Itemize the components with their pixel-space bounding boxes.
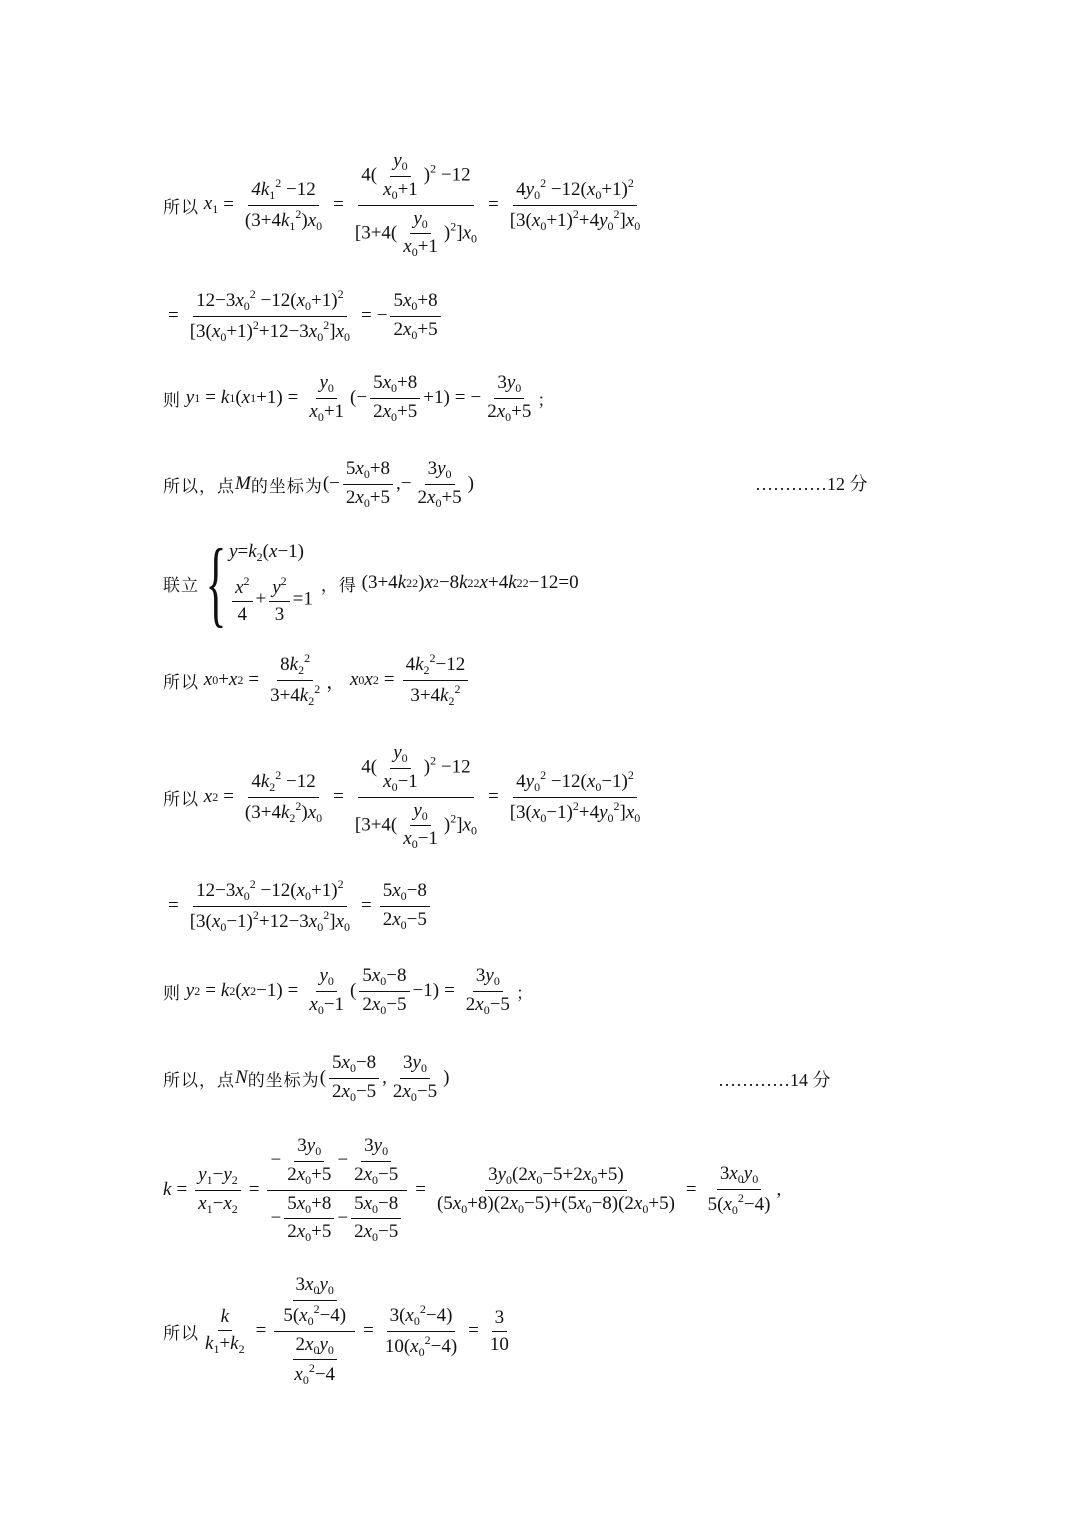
frac-x1-b: 4( $\frac{y_0}{x_0+1}$ )$^2$ −12 [3+4( $\frac{y_0}{x_0+1}$ )$^2]x_0$ xyxy=(354,150,477,260)
frac-x1-c: $\frac{4y_0^2 -12(x_0+1)^2}{[3(x_0+1)^2+4y_0^2]x_0}$ xyxy=(509,175,641,233)
eq-x2: 所以 x 2 = $\frac{4k_2^2 -12}{(3+4k_2^2)x_0}$ = 4( $\frac{y_0}{x_0-1}$ )$^2$ −12 [3+4( $\frac{y_0}{x_0-1}$ )$^2]x_0$ = $\frac{4y_0^2 -12(x_0-1)^2}{[3(x_0-1)^2+4y_0^2]x_0}$ xyxy=(163,742,641,852)
eq-x1: 所以 $x_1$ = $\frac{4k_1^2 -12}{(3+4k_1^2)x_0}$ = 4( $\frac{y_0}{x_0+1}$ )$^2$ −12 [3+4( $\frac{y_0}{x_0+1}$ )$^2]x_0$ = $\frac{4y_0^2 -12(x_0+1)^2}{[3(x_0+1)^2+4y_0^2]x_0}$ xyxy=(163,150,646,260)
score-14: …………14 分 xyxy=(718,1070,831,1090)
eq-x1-simplified: = $\frac{12-3x_0^2 -12(x_0+1)^2}{[3(x_0+1)^2+12-3x_0^2]x_0}$ = − $\frac{5x_0+8}{2x_0+5}$ xyxy=(163,288,444,345)
eq-x2-simplified: = $\frac{12-3x_0^2 -12(x_0+1)^2}{[3(x_0-1)^2+12-3x_0^2]x_0}$ = $\frac{5x_0-8}{2x_0-5}$ xyxy=(163,878,433,935)
eq-y1: 则 y 1 = k 1 ( x 1 +1) = $\frac{y_0}{x_0+1}$ (− $\frac{5x_0+8}{2x_0+5}$ +1) = − $\frac{3y_0}{2x_0+5}$ ； xyxy=(163,372,556,424)
eq-point-M: 所以，点 M 的坐标为 (− $\frac{5x_0+8}{2x_0+5}$ ,− $\frac{3y_0}{2x_0+5}$ ) xyxy=(163,458,474,510)
eq-vieta: 所以 x 0 + x 2 = $\frac{8k_2^2}{3+4k_2^2}$ ， x 0 x 2 = $\frac{4k_2^2-12}{3+4k_2^2}$ xyxy=(163,652,471,709)
final-result: $\frac{3}{10}$ xyxy=(489,1306,509,1355)
eq-y2: 则 y 2 = k 2 ( x 2 −1) = $\frac{y_0}{x_0-1}$ ( $\frac{5x_0-8}{2x_0-5}$ −1) = $\frac{3y_0}{2x_0-5}$ ； xyxy=(163,965,534,1017)
eq-ratio: 所以 $\frac{k}{k_1+k_2}$ = $\frac{\frac{3x_0y_0}{5(x_0^2-4)}}{\frac{2x_0y_0}{x_0^2-4}}$ = $\frac{3(x_0^2-4)}{10(x_0^2-4)}$ = $\frac{3}{10}$ xyxy=(163,1274,515,1388)
score-12: …………12 分 xyxy=(755,474,868,494)
eq-system: 联立 { $y=k_2(x-1)$ $\frac{x^2}{4}$ + $\frac{y^2}{3}$ =1 ，得 (3+4 k 2 2 ) x 2 −8 k 2 2 x +4 k 2 2 −12=0 xyxy=(163,529,579,636)
eq-slope-k: k = $\frac{y_1-y_2}{x_1-x_2}$ = − $\frac{3y_0}{2x_0+5}$ − $\frac{3y_0}{2x_0-5}$ − $\frac{5x_0+8}{2x_0+5}$ − $\frac{5x_0-8}{2x_0-5}$ = $\frac{3y_0(2x_0-5+2x_0+5)}{(5x_0+8)(2x_0-5)+(5x_0-8)(2x_0+5)}$ = $\frac{3x_0y_0}{5(x_0^2-4)}$ , xyxy=(163,1135,782,1245)
label-so-x1: 所以 xyxy=(163,197,199,218)
eq-point-N: 所以，点 N 的坐标为 ( $\frac{5x_0-8}{2x_0-5}$ , $\frac{3y_0}{2x_0-5}$ ) xyxy=(163,1052,450,1104)
frac-x1-a: $\frac{4k_1^2 -12}{(3+4k_1^2)x_0}$ xyxy=(244,175,323,233)
